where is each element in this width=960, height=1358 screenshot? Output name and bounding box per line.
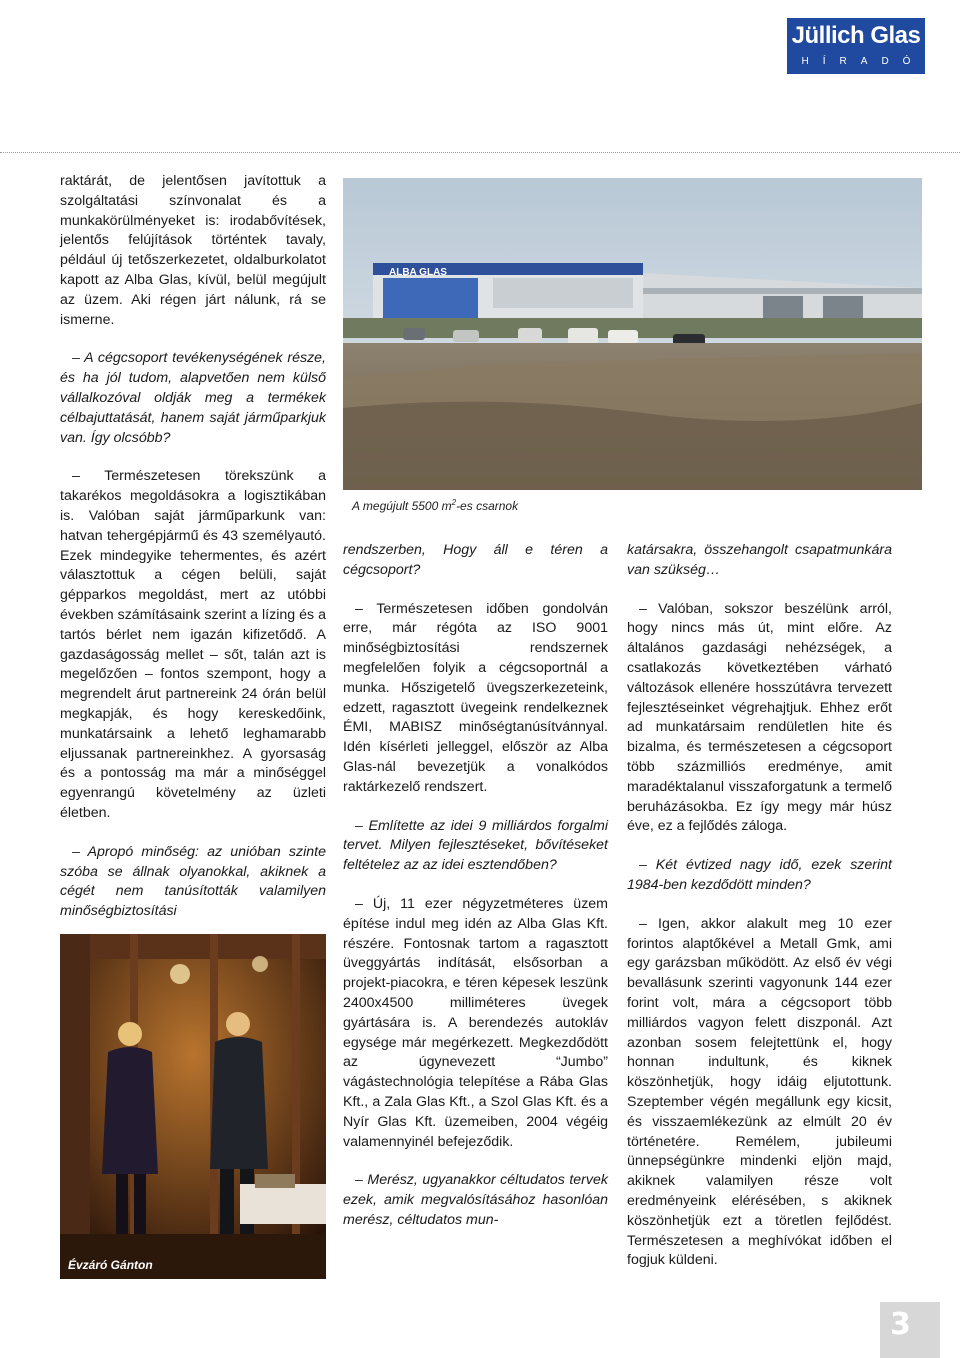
brand-logo	[787, 18, 925, 74]
interview-question: katársakra, összehangolt csapatmunkára van szükség…	[627, 542, 892, 578]
interview-question: – A cégcsoport tevékenységének része, és ha jól tudom, alapvetően nem külső vállalkozóval oldják meg a termékek célbajuttatását, hanem saját járműparkjuk van. Így olcsóbb?	[60, 350, 326, 446]
factory-hall-illustration	[343, 178, 922, 490]
paragraph: raktárát, de jelentősen javítottuk a szolgáltatási színvonalat és a munkakörülményeket is: irodabővítések, jelentős felújítások történtek tavaly, például új tetőszerkezetet, oldalburkolatot kapott az Alba Glas, kívül, belül megújult az üzem. Aki régen járt nálunk, rá se ismerne.	[60, 173, 326, 328]
interview-question: – Említette az idei 9 milliárdos forgalmi tervet. Milyen fejlesztéseket, bővítéseket feltételez az az idei esztendőben?	[343, 817, 608, 874]
interview-answer: – Természetesen törekszünk a takarékos megoldásokra a logisztikában is. Valóban saját járműparkunk van: hatvan tehergépjármű és 43 személyautó. Ezek mindegyike tehermentes, és azért választottuk a cégen belüli, saját gépparkos megoldást, mert az utóbbi években számításaink szerint a lízing és a tartós bérlet nem igazán kifizetődő. A gazdaságosság mellet – sőt, talán azt is megelőzően – fontos szempont, hogy a megrendelt árut partnereink 24 órán belül megkapják, és hogy kereskedőink, munkatársaink a lehető leghamarabb eljussanak partnereinkhez. A gyorsaság és a pontosság ma már a minőséggel egyenrangú követelmény az üzleti életben.	[60, 468, 326, 821]
header-divider	[0, 152, 960, 153]
building-sign: ALBA GLAS	[389, 267, 447, 278]
interview-answer: – Új, 11 ezer négyzetméteres üzem építése indul meg idén az Alba Glas Kft. részére. Fontosnak tartom a ragasztott üveggyártás indítását, elsősorban a projekt-piacokra, e téren képesek leszünk 2400x4500 milliméteres üvegek gyártására is. A berendezés autokláv egysége már megérkezett. Megkezdődött az úgynevezett “Jumbo” vágástechnológia telepítése a Rába Glas Kft., a Zala Glas Kft., a Szol Glas Kft. és a Nyír Glas Kft. üzemeiben, 2004 végéig valamennyinél befejeződik.	[343, 895, 608, 1150]
year-end-event-photo	[60, 934, 326, 1279]
factory-hall-photo	[343, 178, 922, 490]
interview-question: rendszerben, Hogy áll e téren a cégcsoport?	[343, 542, 608, 578]
event-illustration	[60, 934, 326, 1279]
brand-name: Jüllich Glas	[791, 22, 921, 49]
brand-subtitle: HÍRADÓ	[801, 56, 925, 67]
interview-question: – Merész, ugyanakkor céltudatos tervek ezek, amik megvalósításához hasonlóan merész, céltudatos mun-	[343, 1172, 608, 1228]
article-column-3	[627, 541, 892, 1271]
article-column-1	[60, 172, 326, 922]
interview-answer: – Valóban, sokszor beszélünk arról, hogy nincs más út, mint előre. Az általános gazdasági nehézségek, a csatlakozás következtében várható változások ellenére hosszútávra tervezett fejlesztéseinket végrehajtjuk. Ehhez erőt ad munkatársaim rendületlen hite és bizalma, és természetesen a cégcsoport több százmilliós eredménye, amit maradéktalanul visszaforgatunk a termelő beruházásokba. Ez így megy már húsz éve, ez a fejlődés záloga.	[627, 600, 892, 835]
photo-caption: Évzáró Gánton	[68, 1258, 153, 1272]
caption-superscript: 2	[451, 498, 457, 507]
caption-text: A megújult 5500 m	[352, 499, 452, 513]
photo-caption	[352, 498, 518, 513]
interview-question: – Apropó minőség: az unióban szinte szóba se állnak olyanokkal, akiknek a cégét nem tanúsították valamilyen minőségbiztosítási	[60, 843, 326, 920]
page-number: 3	[890, 1307, 911, 1342]
caption-text-end: -es csarnok	[456, 499, 519, 513]
interview-question: – Két évtized nagy idő, ezek szerint 1984-ben kezdődött minden?	[627, 857, 892, 893]
interview-answer: – Igen, akkor alakult meg 10 ezer forintos alaptőkével a Metall Gmk, ami egy garázsban működött. Az első év végi bevallásunk szerinti vagyonunk 144 ezer forint volt, mára a cégcsoport több milliárdos vagyon felett diszponál. Azt azonban sosem felejtettünk el, hogy honnan indultunk, és kiknek köszönhetjük, hogy idáig eljutottunk. Szeptember végén megállunk egy kicsit, és visszaemlékezünk az elmúlt 20 év történetére. Remélem, jubileumi ünnepségünkre mindenki eljön majd, akiknek valamilyen része volt eredményeink elérésében, s akiknek köszönhetjük ezt a töretlen fejlődést. Természetesen a meghívókat időben el fogjuk küldeni.	[627, 915, 892, 1269]
page-number-box	[880, 1302, 940, 1358]
interview-answer: – Természetesen időben gondolván erre, már régóta az ISO 9001 minőségbiztosítási rendszernek megfelelően folyik a cégcsoportnál a munka. Hőszigetelő üvegszerkezeteink, edzett, ragasztott üvegeink rendelkeznek ÉMI, MABISZ minőségtanúsítvánnyal. Idén kísérleti jelleggel, először az Alba Glas-nál bevezetjük a vonalkódos raktárkezelő rendszert.	[343, 600, 608, 795]
article-column-2	[343, 541, 608, 1231]
